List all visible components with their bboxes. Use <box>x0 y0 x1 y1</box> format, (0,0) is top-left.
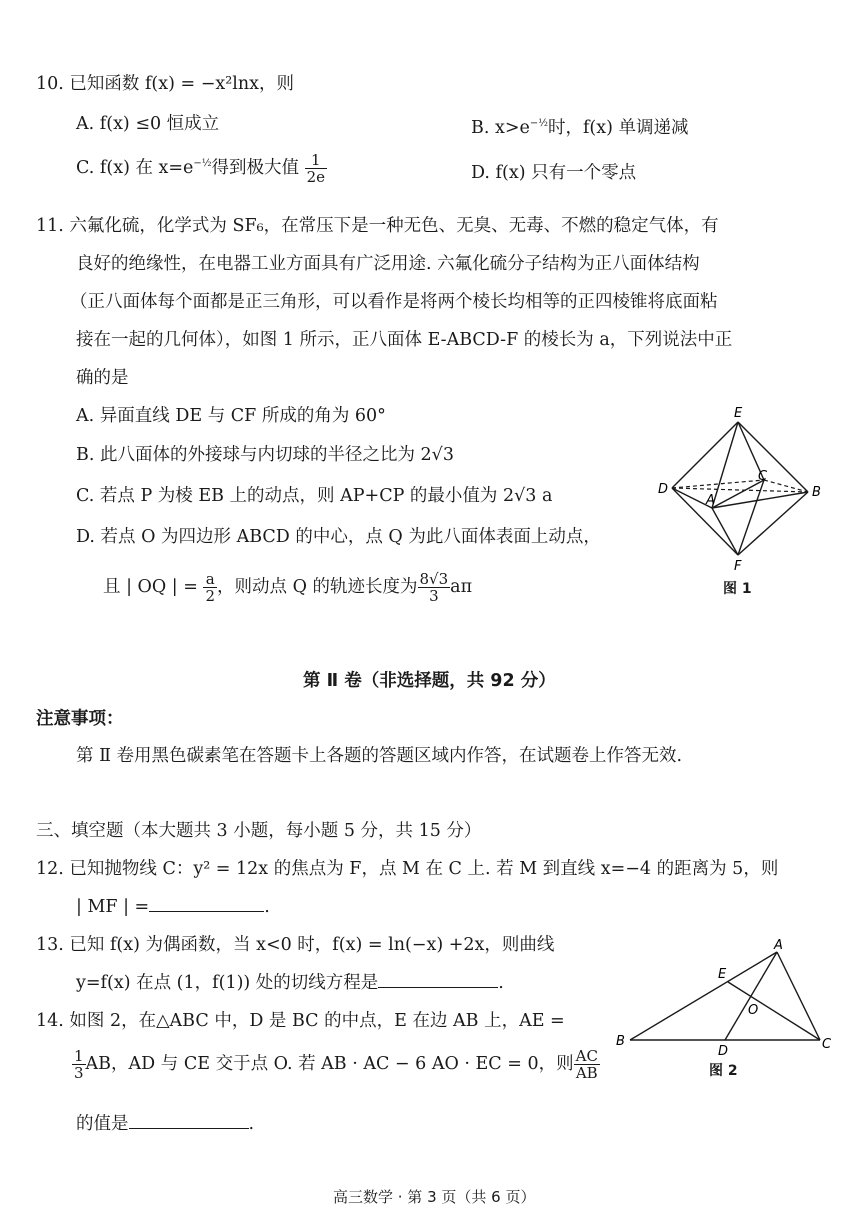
edge-AF <box>712 508 738 555</box>
q11-option-a: A. 异面直线 DE 与 CF 所成的角为 60° <box>76 406 386 426</box>
label-C: C <box>822 1037 832 1052</box>
q11-option-d-line2: 且 | OQ | = $\frac{a}{2}$ ，则动点 Q 的轨迹长度为 $\frac{8√3}{3}$ aπ <box>103 570 473 605</box>
q12-line2: | MF | = . <box>76 897 270 917</box>
notice-title: 注意事项： <box>36 709 124 729</box>
q10-stem: 10. 已知函数 f(x) = −x²lnx，则 <box>36 74 295 94</box>
page-footer: 高三数学 · 第 3 页（共 6 页） <box>333 1188 536 1206</box>
label-E: E <box>734 406 743 421</box>
segment-BA <box>630 952 777 1040</box>
q11-line3: （正八面体每个面都是正三角形，可以看作是将两个棱长均相等的正四棱锥将底面粘 <box>70 292 718 312</box>
q11-line5: 确的是 <box>76 368 129 388</box>
q10-option-b: B. $x>e^{-\frac{1}{2}}$时，f(x) 单调递减 <box>471 117 689 138</box>
label-F: F <box>734 559 742 574</box>
edge-DB-hidden <box>672 488 808 492</box>
label-C: C <box>758 469 768 484</box>
label-A: A <box>706 493 715 508</box>
q11-option-c: C. 若点 P 为棱 EB 上的动点，则 AP+CP 的最小值为 2√3 a <box>76 486 553 506</box>
figure2-triangle <box>612 938 842 1058</box>
q10-option-a: A. f(x) ≤0 恒成立 <box>76 114 220 134</box>
label-D: D <box>658 482 669 497</box>
q13-line1: 13. 已知 f(x) 为偶函数，当 x<0 时，f(x) = ln(−x) +2x，则曲线 <box>36 935 555 955</box>
q14-line1: 14. 如图 2，在△ABC 中，D 是 BC 的中点，E 在边 AB 上，AE = <box>36 1011 565 1031</box>
q10-option-c: C. f(x) 在 $x=e^{-\frac{1}{2}}$得到极大值 $\frac{1}{2e}$ <box>76 151 325 186</box>
q11-line4: 接在一起的几何体），如图 1 所示，正八面体 E-ABCD-F 的棱长为 a，下列说法中正 <box>76 330 733 350</box>
q10-option-d: D. f(x) 只有一个零点 <box>471 163 637 183</box>
q13-answer-blank[interactable] <box>378 973 498 988</box>
q14-line3: 的值是 . <box>76 1114 255 1134</box>
label-B: B <box>616 1034 625 1049</box>
figure1-caption: 图 1 <box>723 581 752 597</box>
section2-title: 第 Ⅱ 卷（非选择题，共 92 分） <box>303 671 556 691</box>
section3-title: 三、填空题（本大题共 3 小题，每小题 5 分，共 15 分） <box>36 821 482 841</box>
label-D: D <box>718 1044 729 1058</box>
q14-line2: $\frac{1}{3}$ AB，AD 与 CE 交于点 O. 若 AB · AC − 6 AO · EC = 0，则 $\frac{AC}{AB}$ <box>74 1047 598 1082</box>
q11-option-b: B. 此八面体的外接球与内切球的半径之比为 2√3 <box>76 445 454 465</box>
figure1-octahedron <box>650 400 830 585</box>
q12-answer-blank[interactable] <box>149 897 264 912</box>
label-E: E <box>718 967 727 982</box>
label-A: A <box>774 938 783 953</box>
q11-option-d: D. 若点 O 为四边形 ABCD 的中心，点 Q 为此八面体表面上动点， <box>76 527 601 547</box>
edge-EB <box>738 422 808 492</box>
q11-line1: 11. 六氟化硫，化学式为 SF₆，在常压下是一种无色、无臭、无毒、不燃的稳定气体，有 <box>36 216 719 236</box>
figure2-caption: 图 2 <box>709 1063 738 1079</box>
q13-line2: y=f(x) 在点 (1，f(1)) 处的切线方程是 . <box>76 973 504 993</box>
edge-DF <box>672 488 738 555</box>
label-B: B <box>812 485 821 500</box>
q14-answer-blank[interactable] <box>129 1114 249 1129</box>
q12-line1: 12. 已知抛物线 C：y² = 12x 的焦点为 F，点 M 在 C 上. 若 M 到直线 x=−4 的距离为 5，则 <box>36 859 779 879</box>
q11-line2: 良好的绝缘性，在电器工业方面具有广泛用途. 六氟化硫分子结构为正八面体结构 <box>76 254 700 274</box>
notice-text: 第 Ⅱ 卷用黑色碳素笔在答题卡上各题的答题区域内作答，在试题卷上作答无效. <box>76 746 683 766</box>
label-O: O <box>748 1003 759 1018</box>
